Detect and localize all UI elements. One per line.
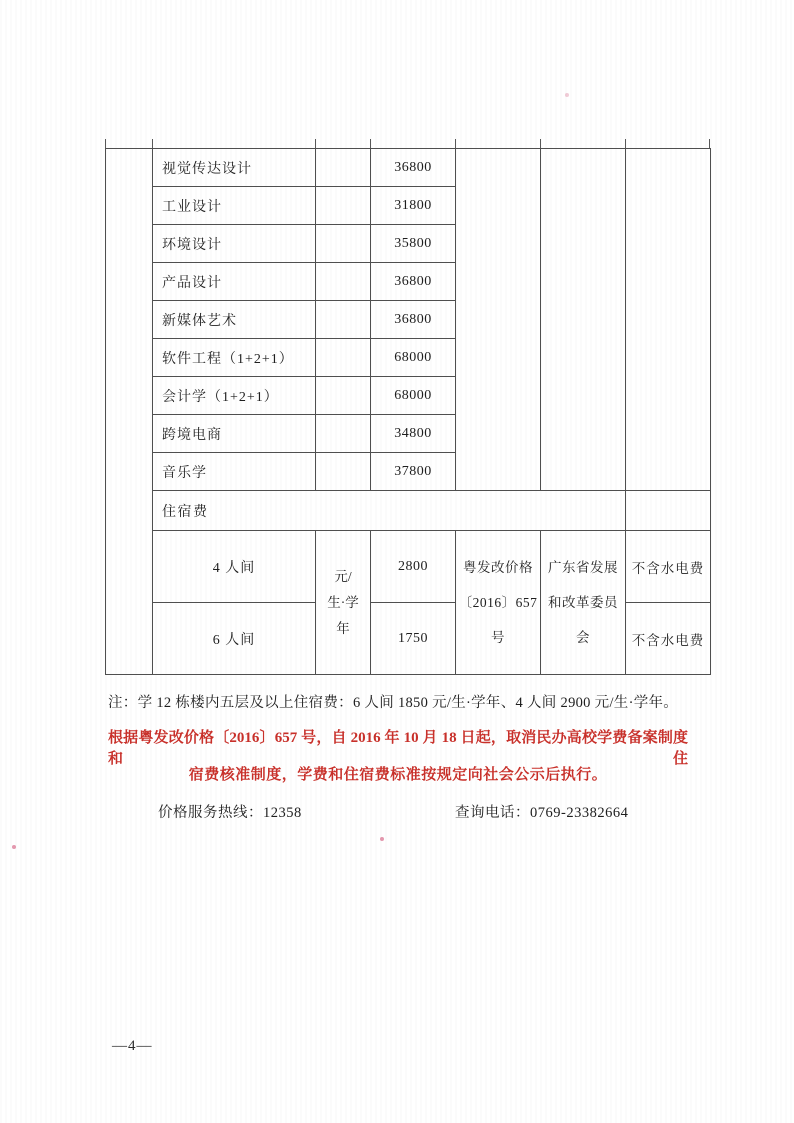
room-type: 4 人间: [153, 531, 316, 603]
fee-table: [105, 139, 711, 675]
tuition-amount: 36800: [371, 301, 456, 339]
fee-table-grid: [105, 148, 711, 675]
dorm-note-text: 注：学 12 栋楼内五层及以上住宿费：6 人间 1850 元/生·学年、4 人间 2900 元/生·学年。: [108, 695, 679, 711]
tuition-amount: 36800: [371, 149, 456, 187]
major-name: 工业设计: [153, 187, 316, 225]
tuition-amount: 68000: [371, 377, 456, 415]
unit-cell-empty: [316, 415, 371, 453]
tuition-amount: 34800: [371, 415, 456, 453]
inquiry-phone-text: 查询电话：0769-23382664: [455, 805, 629, 821]
major-name: 软件工程（1+2+1）: [153, 339, 316, 377]
red-notice-line1: 根据粤发改价格〔2016〕657 号，自 2016 年 10 月 18 日起，取消民办高校学费备案制度和住: [108, 730, 688, 767]
accommodation-amount: 1750: [371, 603, 456, 675]
unit-cell-empty: [316, 377, 371, 415]
accommodation-remark: 不含水电费: [626, 531, 711, 603]
major-name: 会计学（1+2+1）: [153, 377, 316, 415]
unit-cell-empty: [316, 187, 371, 225]
tuition-amount: 68000: [371, 339, 456, 377]
authority-column-cell-empty: [541, 149, 626, 491]
accommodation-amount: 2800: [371, 531, 456, 603]
pricing-basis-cell: 粤发改价格 〔2016〕657 号: [456, 531, 541, 675]
price-hotline-text: 价格服务热线：12358: [158, 805, 302, 821]
tuition-amount: 36800: [371, 263, 456, 301]
basis-column-cell-empty: [456, 149, 541, 491]
major-name: 产品设计: [153, 263, 316, 301]
unit-cell-empty: [316, 225, 371, 263]
tuition-amount: 35800: [371, 225, 456, 263]
table-continuation-lines: [105, 139, 711, 148]
remark-cell-empty: [626, 491, 711, 531]
accommodation-section-row: [106, 491, 711, 531]
accommodation-remark: 不含水电费: [626, 603, 711, 675]
red-notice-line2: 宿费核准制度，学费和住宿费标准按规定向社会公示后执行。: [188, 767, 608, 783]
table-row: [106, 149, 711, 187]
tuition-amount: 31800: [371, 187, 456, 225]
unit-cell-empty: [316, 263, 371, 301]
major-name: 环境设计: [153, 225, 316, 263]
room-type: 6 人间: [153, 603, 316, 675]
major-name: 新媒体艺术: [153, 301, 316, 339]
scan-speck: [12, 845, 16, 849]
major-name: 音乐学: [153, 453, 316, 491]
unit-cell: 元/ 生·学 年: [316, 531, 371, 675]
unit-cell-empty: [316, 453, 371, 491]
approving-authority-cell: 广东省发展 和改革委员 会: [541, 531, 626, 675]
unit-cell-empty: [316, 339, 371, 377]
major-name: 跨境电商: [153, 415, 316, 453]
accommodation-row: [106, 531, 711, 603]
remark-column-cell-empty: [626, 149, 711, 491]
scan-speck: [380, 837, 384, 841]
scan-speck: [565, 93, 569, 97]
category-column-cell: [106, 149, 153, 675]
unit-cell-empty: [316, 301, 371, 339]
accommodation-section-label: 住宿费: [153, 491, 626, 531]
unit-cell-empty: [316, 149, 371, 187]
tuition-amount: 37800: [371, 453, 456, 491]
page-number: —4—: [112, 1038, 153, 1054]
major-name: 视觉传达设计: [153, 149, 316, 187]
